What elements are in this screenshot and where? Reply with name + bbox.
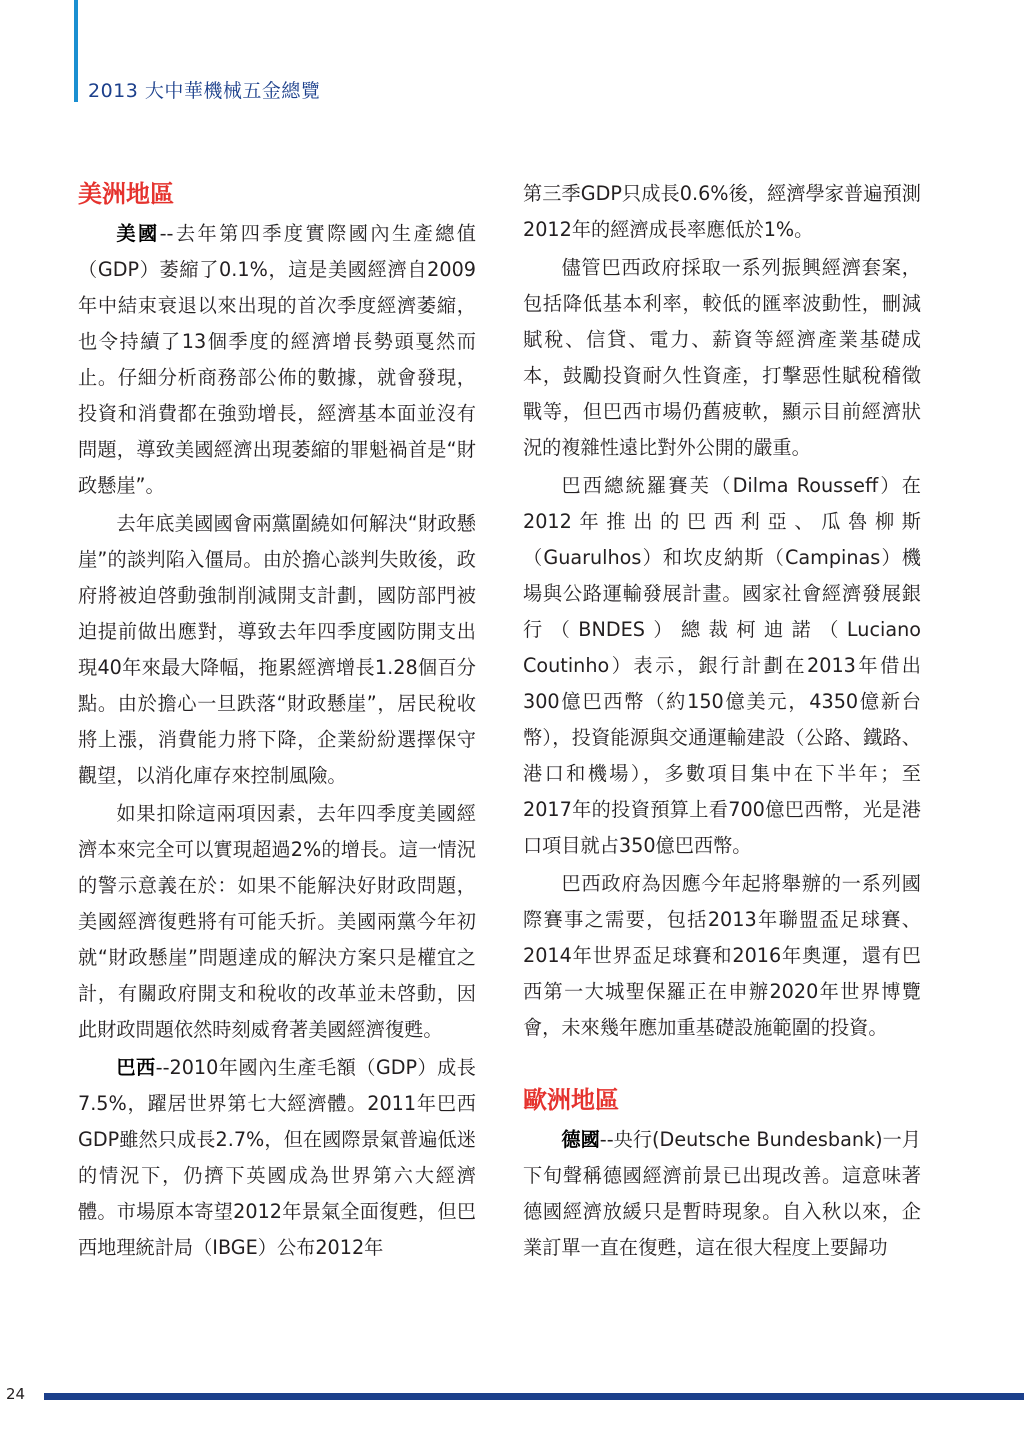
lead-germany: 德國 — [561, 1128, 600, 1151]
paragraph-growth: 如果扣除這兩項因素，去年四季度美國經濟本來完全可以實現超過2%的增長。這一情況的警示意義在於：如果不能解決好財政問題，美國經濟復甦將有可能夭折。美國兩黨今年初就“財政懸崖”問題達成的解決方案只是權宜之計，有關政府開支和稅收的改革並未啓動，因此財政問題依然時刻威脅著美國經濟復甦。 — [78, 802, 476, 1041]
paragraph-fiscal-cliff: 去年底美國國會兩黨圍繞如何解決“財政懸崖”的談判陷入僵局。由於擔心談判失敗後，政府將被迫啓動強制削減開支計劃，國防部門被迫提前做出應對，導致去年四季度國防開支出現40年來最大降幅，拖累經濟增長1.28個百分點。由於擔心一旦跌落“財政懸崖”，居民稅收將上漲，消費能力將下降，企業紛紛選擇保守觀望，以消化庫存來控制風險。 — [78, 512, 476, 787]
page-number: 24 — [6, 1385, 26, 1403]
paragraph-brazil-infrastructure: 巴西總統羅賽芙（Dilma Rousseff）在2012年推出的巴西利亞、瓜魯柳斯（Guarulhos）和坎皮納斯（Campinas）機場與公路運輸發展計畫。國家社會經濟發展銀行（BNDES）總裁柯迪諾（Luciano Coutinho）表示，銀行計劃在2013年借出300億巴西幣（約150億美元，4350億新台幣），投資能源與交通運輸建設（公路、鐵路、港口和機場），多數項目集中在下半年；至2017年的投資預算上看700億巴西幣，光是港口項目就占350億巴西幣。 — [523, 474, 921, 857]
paragraph-usa: 美國--去年第四季度實際國內生產總值（GDP）萎縮了0.1%，這是美國經濟自2009年中結束衰退以來出現的首次季度經濟萎縮，也令持續了13個季度的經濟增長勢頭戛然而止。仔細分析商務部公佈的數據，就會發現，投資和消費都在強勁增長，經濟基本面並沒有問題，導致美國經濟出現萎縮的罪魁禍首是“財政懸崖”。 — [78, 222, 476, 497]
left-column — [78, 176, 476, 1268]
paragraph-brazil-events: 巴西政府為因應今年起將舉辦的一系列國際賽事之需要，包括2013年聯盟盃足球賽、2014年世界盃足球賽和2016年奧運，還有巴西第一大城聖保羅正在申辦2020年世界博覽會，未來幾年應加重基礎設施範圍的投資。 — [523, 872, 921, 1039]
paragraph-brazil: 巴西--2010年國內生產毛額（GDP）成長7.5%，躍居世界第七大經濟體。2011年巴西GDP雖然只成長2.7%，但在國際景氣普遍低迷的情況下，仍擠下英國成為世界第六大經濟體。市場原本寄望2012年景氣全面復甦，但巴西地理統計局（IBGE）公布2012年 — [78, 1056, 476, 1259]
section-title-americas: 美洲地區 — [78, 180, 174, 208]
section-spacer — [523, 1048, 921, 1082]
lead-usa: 美國 — [116, 222, 160, 245]
paragraph-germany: 德國--央行(Deutsche Bundesbank)一月下旬聲稱德國經濟前景已出現改善。這意味著德國經濟放緩只是暫時現象。自入秋以來，企業訂單一直在復甦，這在很大程度上要歸功 — [523, 1128, 921, 1259]
paragraph-brazil-cont: 第三季GDP只成長0.6%後，經濟學家普遍預測2012年的經濟成長率應低於1%。 — [523, 182, 921, 241]
publication-title: 2013 大中華機械五金總覽 — [88, 80, 321, 102]
footer-rule — [44, 1393, 1024, 1400]
right-column — [523, 176, 921, 1268]
section-title-europe: 歐洲地區 — [523, 1086, 619, 1114]
lead-brazil: 巴西 — [116, 1056, 156, 1079]
paragraph-brazil-stimulus: 儘管巴西政府採取一系列振興經濟套案，包括降低基本利率，較低的匯率波動性，刪減賦稅、信貸、電力、薪資等經濟產業基礎成本，鼓勵投資耐久性資產，打擊惡性賦稅稽徵戰等，但巴西市場仍舊疲軟，顯示目前經濟狀況的複雜性遠比對外公開的嚴重。 — [523, 256, 921, 459]
header-accent-bar — [74, 0, 78, 102]
